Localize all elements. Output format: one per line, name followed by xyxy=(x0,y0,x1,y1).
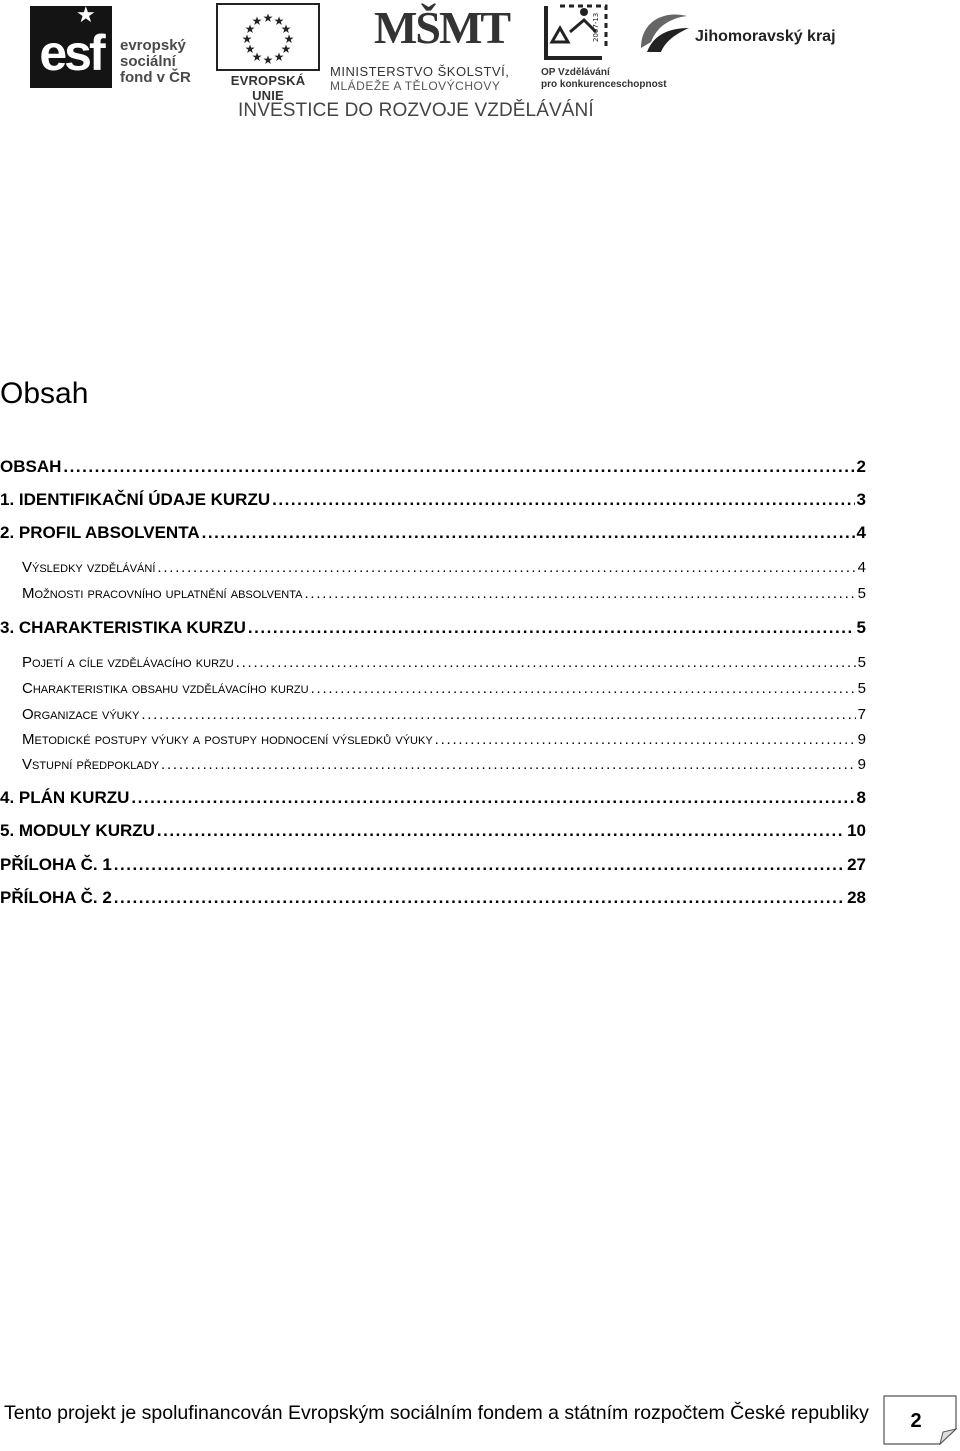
toc-entry[interactable] xyxy=(0,457,866,477)
toc-entry[interactable] xyxy=(0,855,866,875)
svg-text:★: ★ xyxy=(244,22,256,36)
esf-logo xyxy=(30,2,202,88)
toc-entry-page: 5 xyxy=(857,654,866,671)
toc-entry[interactable] xyxy=(22,731,866,748)
toc-entry[interactable] xyxy=(22,756,866,773)
toc-entry-page: 5 xyxy=(856,618,866,637)
svg-text:★: ★ xyxy=(251,14,263,28)
op-vk-mark-icon xyxy=(540,2,612,64)
toc-entry[interactable] xyxy=(0,788,866,808)
toc-entry-page: 4 xyxy=(856,523,866,542)
toc-dot-leader xyxy=(272,490,854,510)
svg-text:★: ★ xyxy=(283,32,295,46)
esf-logo-line: sociální xyxy=(120,53,176,70)
toc-entry[interactable] xyxy=(0,523,866,543)
toc-dot-leader xyxy=(157,559,855,576)
jmk-swoosh-icon xyxy=(637,8,693,56)
esf-logo-line: evropský xyxy=(120,37,186,54)
toc-entry[interactable] xyxy=(22,654,866,671)
eu-logo-caption: EVROPSKÁ UNIE xyxy=(230,73,306,103)
toc-dot-leader xyxy=(161,756,856,773)
toc-entry-page: 9 xyxy=(857,756,866,773)
toc-entry[interactable] xyxy=(0,821,866,841)
toc-entry-title: 3. CHARAKTERISTIKA KURZU xyxy=(0,618,246,637)
toc-entry-title: 4. PLÁN KURZU xyxy=(0,788,130,807)
svg-text:★: ★ xyxy=(262,53,274,67)
toc-dot-leader xyxy=(248,618,855,638)
toc-entry-title: 5. MODULY KURZU xyxy=(0,821,155,840)
footer-funding-note: Tento projekt je spolufinancován Evropským sociálním fondem a státním rozpočtem České republiky xyxy=(4,1402,869,1424)
msmt-logo xyxy=(330,2,510,93)
toc-entry-title: Pojetí a cíle vzdělávacího kurzu xyxy=(22,654,234,671)
svg-text:★: ★ xyxy=(273,14,285,28)
op-vk-logo-line: pro konkurenceschopnost xyxy=(541,79,667,90)
toc-entry-title: 2. PROFIL ABSOLVENTA xyxy=(0,523,200,542)
toc-dot-leader xyxy=(157,821,845,841)
page-title: Obsah xyxy=(0,377,89,410)
esf-logo-mark xyxy=(30,2,112,88)
svg-text:★: ★ xyxy=(273,50,285,64)
toc-dot-leader xyxy=(131,788,854,808)
project-tagline: INVESTICE DO ROZVOJE VZDĚLÁVÁNÍ xyxy=(238,100,594,121)
svg-text:★: ★ xyxy=(262,11,274,25)
header-logo-strip xyxy=(0,0,960,125)
toc-dot-leader xyxy=(311,680,856,697)
eu-flag-icon xyxy=(216,3,320,71)
toc-entry[interactable] xyxy=(0,618,866,638)
toc-entry[interactable] xyxy=(0,490,866,510)
svg-text:★: ★ xyxy=(280,22,292,36)
msmt-logo-mark: MŠMT xyxy=(374,2,510,53)
toc-entry-title: PŘÍLOHA Č. 2 xyxy=(0,888,112,907)
toc-entry-page: 2 xyxy=(856,457,866,476)
toc-entry-page: 7 xyxy=(857,706,866,723)
toc-entry-title: Možnosti pracovního uplatnění absolventa xyxy=(22,585,303,602)
toc-entry-title: Charakteristika obsahu vzdělávacího kurzu xyxy=(22,680,309,697)
toc-entry-page: 4 xyxy=(857,559,866,576)
op-vk-years: 2007-13 xyxy=(592,12,600,42)
toc-dot-leader xyxy=(435,731,856,748)
toc-entry-page: 28 xyxy=(847,888,866,907)
esf-logo-text xyxy=(120,38,191,86)
page-number-box xyxy=(883,1395,957,1445)
esf-logo-line: fond v ČR xyxy=(120,69,191,86)
toc-entry-page: 27 xyxy=(847,855,866,874)
toc-entry[interactable] xyxy=(22,585,866,602)
svg-text:★: ★ xyxy=(251,50,263,64)
svg-text:★: ★ xyxy=(280,42,292,56)
toc-dot-leader xyxy=(141,706,855,723)
jmk-logo-text: Jihomoravský kraj xyxy=(695,28,836,45)
page-number: 2 xyxy=(910,1410,922,1432)
svg-text:★: ★ xyxy=(244,42,256,56)
op-vk-logo-line: OP Vzdělávání xyxy=(541,67,610,78)
toc-entry-title: Organizace výuky xyxy=(22,706,140,723)
jmk-logo xyxy=(637,8,857,58)
op-vk-logo xyxy=(538,2,667,90)
toc-dot-leader xyxy=(114,855,845,875)
toc-dot-leader xyxy=(114,888,845,908)
toc-entry[interactable] xyxy=(22,706,866,723)
msmt-logo-line: MLÁDEŽE A TĚLOVÝCHOVY xyxy=(330,79,501,93)
toc-entry-title: Metodické postupy výuky a postupy hodnocení výsledků výuky xyxy=(22,731,433,748)
toc-entry-page: 5 xyxy=(857,680,866,697)
toc-entry-title: Výsledky vzdělávání xyxy=(22,559,156,576)
svg-text:★: ★ xyxy=(241,32,253,46)
toc-entry-page: 3 xyxy=(856,490,866,509)
toc-entry[interactable] xyxy=(22,680,866,697)
toc-entry-page: 8 xyxy=(856,788,866,807)
toc-entry-page: 9 xyxy=(857,731,866,748)
toc-entry-title: PŘÍLOHA Č. 1 xyxy=(0,855,112,874)
toc-entry[interactable] xyxy=(22,559,866,576)
toc-entry-title: Vstupní předpoklady xyxy=(22,756,160,773)
toc-entry-page: 10 xyxy=(847,821,866,840)
eu-logo xyxy=(216,3,320,103)
esf-logo-letters: esf xyxy=(39,25,103,81)
toc-dot-leader xyxy=(304,585,855,602)
toc-dot-leader xyxy=(236,654,856,671)
toc-dot-leader xyxy=(63,457,854,477)
toc-entry[interactable] xyxy=(0,888,866,908)
star-icon: ★ xyxy=(76,2,96,27)
toc-dot-leader xyxy=(202,523,855,543)
toc-entry-title: OBSAH xyxy=(0,457,62,476)
msmt-logo-line: MINISTERSTVO ŠKOLSTVÍ, xyxy=(330,64,510,79)
toc-entry-title: 1. IDENTIFIKAČNÍ ÚDAJE KURZU xyxy=(0,490,271,509)
toc-entry-page: 5 xyxy=(857,585,866,602)
